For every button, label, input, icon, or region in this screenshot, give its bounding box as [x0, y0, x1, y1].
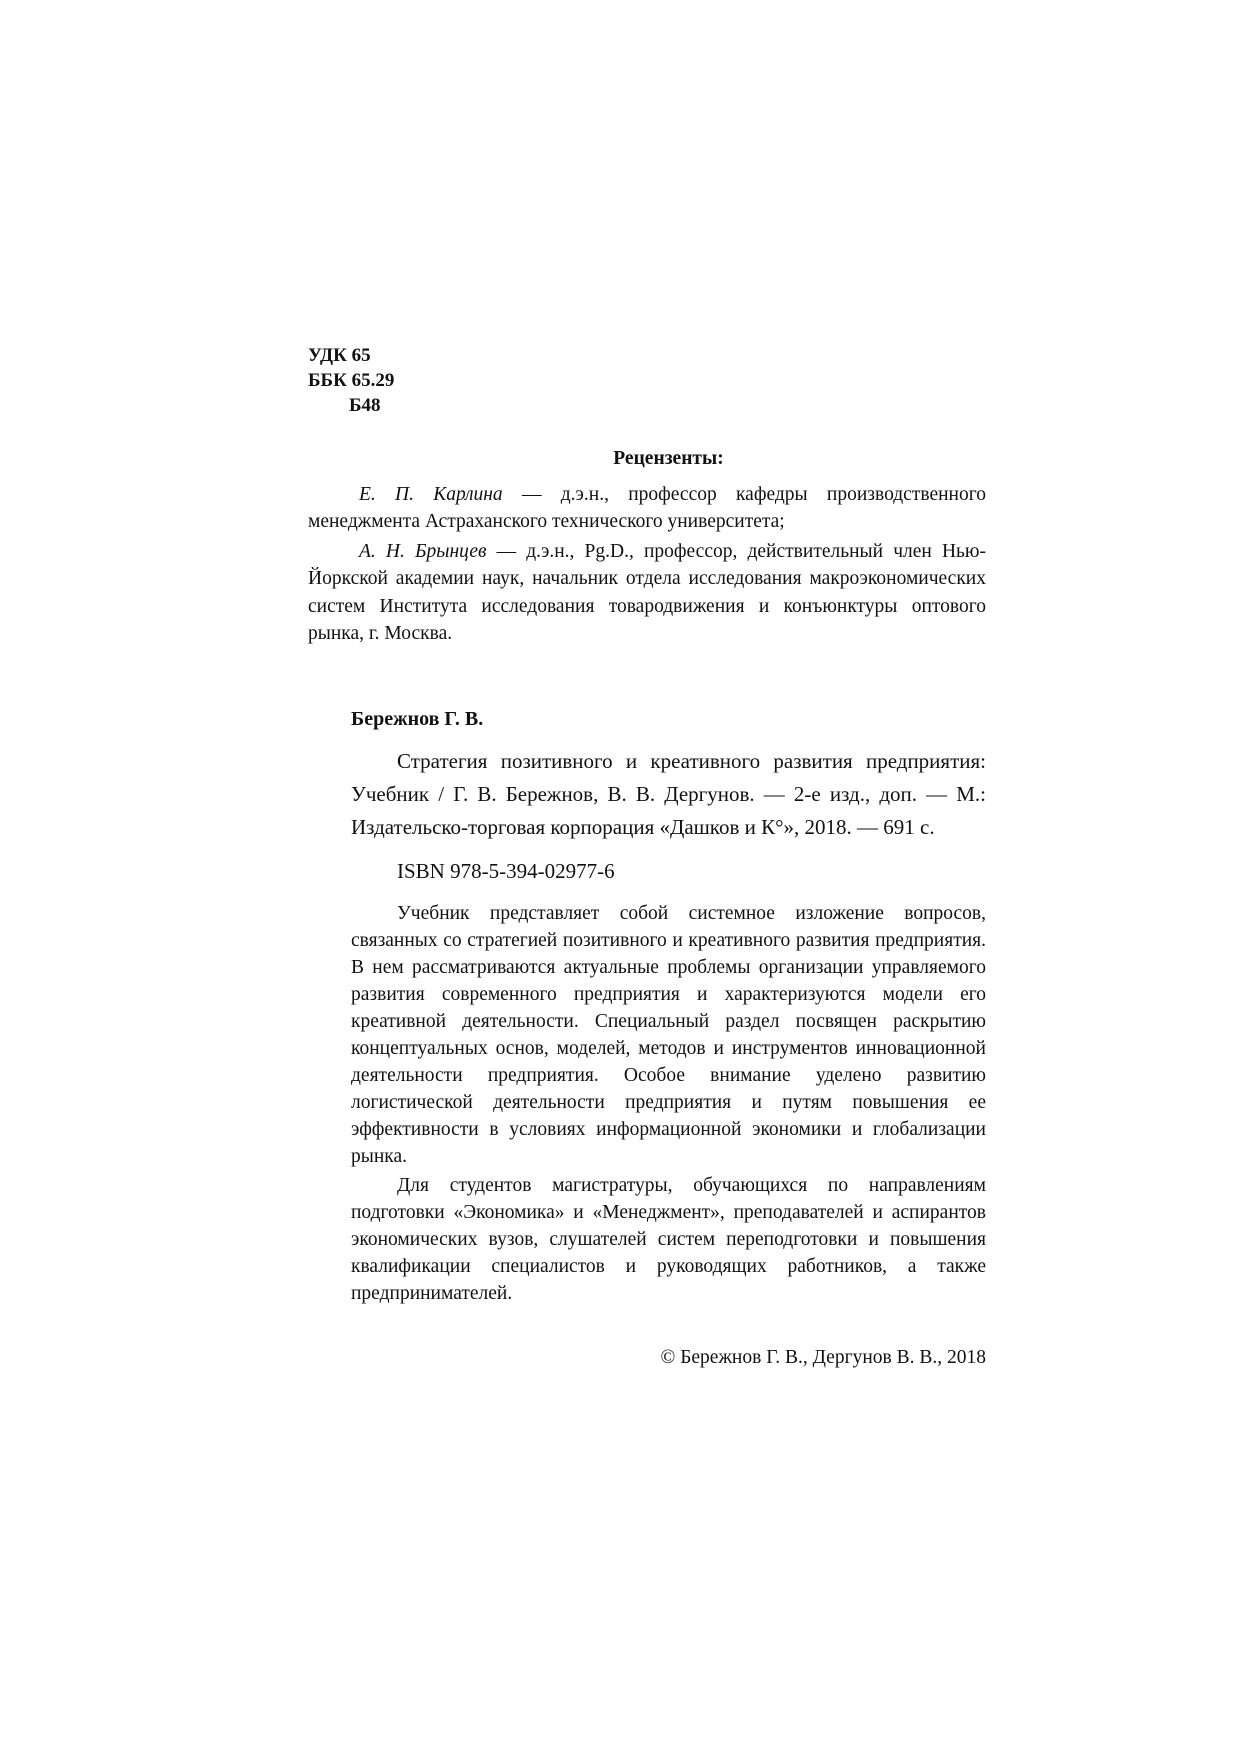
reviewer-description: — д.э.н., профессор кафедры производственного менеджмента Астраханского технического университета; [308, 483, 986, 532]
author-sign: Б48 [349, 395, 381, 416]
bibliographic-record [351, 706, 986, 1309]
book-citation: Стратегия позитивного и креативного развития предприятия: Учебник / Г. В. Бережнов, В. В. Дергунов. — 2-е изд., доп. — М.: Издательско-торговая корпорация «Дашков и К°», 2018. — 691 с. [351, 749, 986, 839]
annotation-paragraph: Учебник представляет собой системное изложение вопросов, связанных со стратегией позитивного и креативного развития предприятия. В нем рассматриваются актуальные проблемы организации управляемого развития современного предприятия и характеризуются модели его креативной деятельности. Специальный раздел посвящен раскрытию концептуальных основ, моделей, методов и инструментов инновационной деятельности предприятия. Особое внимание уделено развитию логистической деятельности предприятия и путям повышения ее эффективности в условиях информационной экономики и глобализации рынка. [351, 903, 986, 1167]
reviewers-section [308, 445, 986, 650]
reviewer-entry [308, 538, 986, 648]
audience-paragraph: Для студентов магистратуры, обучающихся по направлениям подготовки «Экономика» и «Менеджмент», преподавателей и аспирантов экономических вузов, слушателей систем переподготовки и повышения квалификации специалистов и руководящих работников, а также предпринимателей. [351, 1175, 986, 1304]
bbk-code: ББК 65.29 [308, 370, 395, 391]
copyright-notice: © Бережнов Г. В., Дергунов В. В., 2018 [660, 1347, 986, 1368]
reviewer-entry [308, 481, 986, 536]
reviewers-title: Рецензенты: [613, 448, 724, 469]
reviewer-name: А. Н. Брынцев [359, 540, 487, 562]
reviewer-name: Е. П. Карлина [359, 483, 503, 505]
reviewer-description: — д.э.н., Pg.D., профессор, действительный член Нью-Йоркской академии наук, начальник отдела исследования макроэкономических систем Института исследования товародвижения и конъюнктуры оптового рынка, г. Москва. [308, 540, 986, 644]
book-author: Бережнов Г. В. [351, 708, 484, 730]
classification-codes [308, 343, 394, 418]
udk-code: УДК 65 [308, 345, 371, 366]
isbn: ISBN 978-5-394-02977-6 [397, 859, 615, 883]
